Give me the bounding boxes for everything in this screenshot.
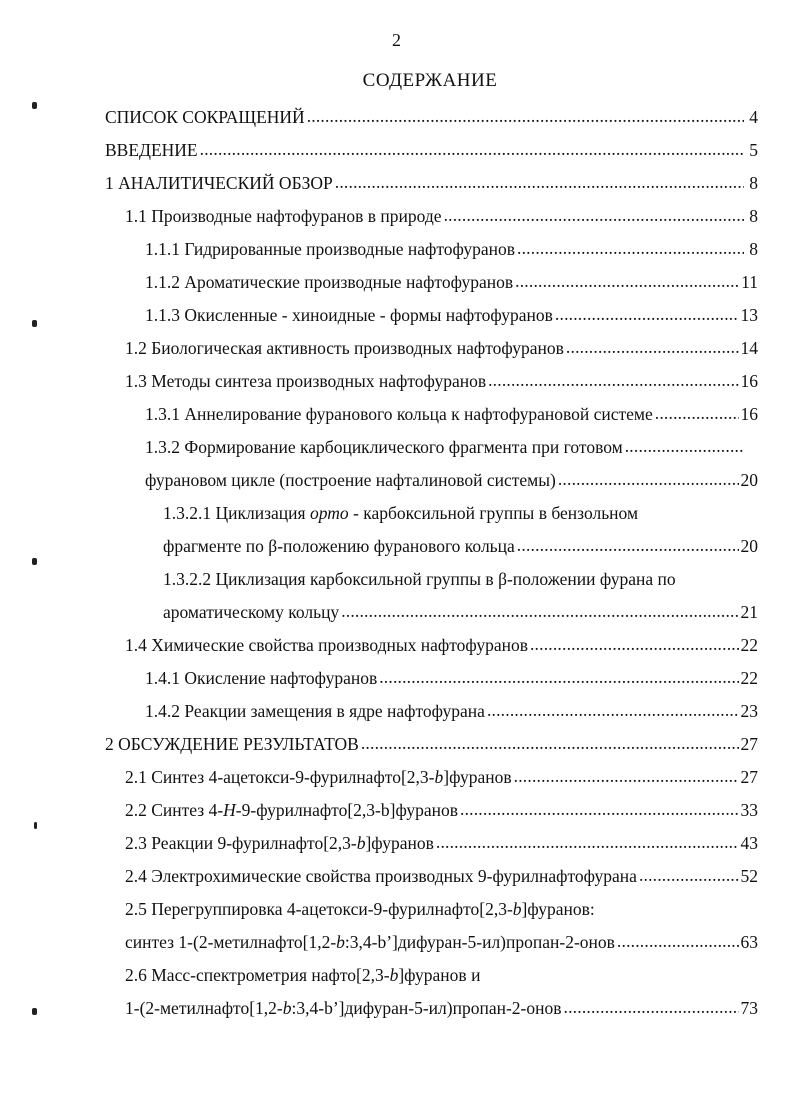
margin-mark: [32, 320, 37, 327]
toc-entry[interactable]: [105, 732, 758, 756]
toc-entry-text: 1.4 Химические свойства производных нафтофуранов: [125, 635, 528, 655]
toc-entry-text: 1.3.1 Аннелирование фуранового кольца к нафтофурановой системе: [145, 404, 653, 424]
toc-entry[interactable]: [125, 798, 758, 822]
toc-entry-text: 1.3.2 Формирование карбоциклического фрагмента при готовом: [145, 437, 623, 457]
toc-leader: [488, 368, 738, 392]
toc-entry[interactable]: [105, 138, 758, 162]
toc-entry-text: 1 АНАЛИТИЧЕСКИЙ ОБЗОР: [105, 173, 333, 193]
toc-entry-text: 1.1.2 Ароматические производные нафтофуранов: [145, 272, 514, 292]
toc-entry-text: 2.3 Реакции 9-фурилнафто[2,3-b]фуранов: [125, 833, 434, 853]
toc-entry-page: 63: [740, 932, 758, 952]
toc-entry-page: 14: [740, 338, 758, 358]
toc-entry[interactable]: [105, 105, 758, 129]
toc-entry-text: 2.1 Синтез 4-ацетокси-9-фурилнафто[2,3-b]фуранов: [125, 767, 512, 787]
toc-entry-text: ароматическому кольцу: [163, 602, 340, 622]
toc-entry-text: 2.5 Перегруппировка 4-ацетокси-9-фурилнафто[2,3-b]фуранов:: [125, 899, 595, 919]
toc-entry[interactable]: [125, 963, 758, 987]
toc-entry-text: СПИСОК СОКРАЩЕНИЙ: [105, 107, 305, 127]
toc-entry[interactable]: [125, 765, 758, 789]
toc-entry-text: 1.1 Производные нафтофуранов в природе: [125, 206, 442, 226]
toc-entry[interactable]: [125, 336, 758, 360]
toc-leader: [307, 104, 744, 128]
toc-entry[interactable]: [163, 567, 758, 591]
toc-entry[interactable]: [125, 864, 758, 888]
toc-entry-page: 43: [740, 833, 758, 853]
toc-entry-page: 33: [740, 800, 758, 820]
toc-entry-page: 27: [740, 767, 758, 787]
toc-entry-page: 16: [740, 404, 758, 424]
toc-entry-text: 2.4 Электрохимические свойства производных 9-фурилнафтофурана: [125, 866, 637, 886]
toc-leader: [530, 632, 739, 656]
toc-leader: [655, 401, 739, 425]
page-number: 2: [392, 30, 401, 50]
toc-entry[interactable]: [145, 435, 758, 459]
toc-entry[interactable]: [145, 468, 758, 492]
toc-entry-page: 21: [740, 602, 758, 622]
toc-entry-page: 11: [741, 272, 758, 292]
toc-entry-text: 1.3.2.1 Циклизация орто - карбоксильной группы в бензольном: [163, 503, 639, 523]
margin-mark: [34, 822, 37, 829]
toc-leader: [341, 599, 738, 623]
toc-leader: [487, 698, 739, 722]
toc-entry-page: 5: [749, 140, 758, 160]
toc-entry-text: 1.1.1 Гидрированные производные нафтофуранов: [145, 239, 516, 259]
toc-entry-page: 8: [749, 206, 758, 226]
toc-entry-text: 1.3 Методы синтеза производных нафтофуранов: [125, 371, 487, 391]
toc-entry-text: синтез 1-(2-метилнафто[1,2-b:3,4-b’]дифуран-5-ил)пропан-2-онов: [125, 932, 615, 952]
toc-entry-text: фрагменте по β-положению фуранового кольца: [163, 536, 515, 556]
toc-leader: [514, 764, 739, 788]
toc-entry[interactable]: [163, 534, 758, 558]
toc-entry[interactable]: [125, 831, 758, 855]
toc-entry-page: 20: [740, 470, 758, 490]
toc-entry[interactable]: [145, 402, 758, 426]
toc-leader: [200, 137, 744, 161]
toc-entry[interactable]: [105, 171, 758, 195]
margin-mark: [32, 1008, 37, 1015]
toc-entry-page: 8: [749, 173, 758, 193]
toc-entry-page: 20: [740, 536, 758, 556]
toc-leader: [639, 863, 739, 887]
toc-entry-text: 2.2 Синтез 4-H-9-фурилнафто[2,3-b]фуранов: [125, 800, 458, 820]
margin-mark: [32, 102, 37, 109]
toc-entry[interactable]: [145, 666, 758, 690]
toc-entry-page: 22: [740, 668, 758, 688]
toc-entry-text: 2 ОБСУЖДЕНИЕ РЕЗУЛЬТАТОВ: [105, 734, 359, 754]
toc-entry[interactable]: [125, 633, 758, 657]
toc-leader: [517, 533, 739, 557]
toc-leader: [436, 830, 739, 854]
toc-entry-page: 22: [740, 635, 758, 655]
toc-entry[interactable]: [125, 996, 758, 1020]
toc-leader: [517, 236, 744, 260]
toc-leader: [361, 731, 739, 755]
toc-leader: [625, 434, 744, 458]
toc-entry-page: 8: [749, 239, 758, 259]
toc-title: СОДЕРЖАНИЕ: [362, 70, 498, 91]
toc-leader: [566, 335, 739, 359]
toc-entry-page: 52: [740, 866, 758, 886]
toc-entry[interactable]: [145, 303, 758, 327]
margin-mark: [32, 558, 37, 565]
toc-entry-text: 1-(2-метилнафто[1,2-b:3,4-b’]дифуран-5-ил)пропан-2-онов: [125, 998, 562, 1018]
toc-entry-text: 1.4.2 Реакции замещения в ядре нафтофурана: [145, 701, 485, 721]
toc-leader: [564, 995, 739, 1019]
toc-leader: [444, 203, 744, 227]
toc-entry[interactable]: [125, 369, 758, 393]
toc-entry[interactable]: [163, 600, 758, 624]
toc-leader: [558, 467, 739, 491]
toc-entry-text: 1.2 Биологическая активность производных нафтофуранов: [125, 338, 564, 358]
toc-entry-text: 1.3.2.2 Циклизация карбоксильной группы в β-положении фурана по: [163, 569, 676, 589]
toc-leader: [515, 269, 739, 293]
toc-leader: [617, 929, 739, 953]
toc-entry-text: ВВЕДЕНИЕ: [105, 140, 198, 160]
toc-entry-page: 73: [740, 998, 758, 1018]
toc-entry-page: 27: [740, 734, 758, 754]
toc-entry-page: 23: [740, 701, 758, 721]
toc-leader: [460, 797, 739, 821]
toc-entry[interactable]: [145, 699, 758, 723]
toc-entry-text: 1.1.3 Окисленные - хиноидные - формы нафтофуранов: [145, 305, 553, 325]
toc-leader: [379, 665, 738, 689]
toc-entry-page: 4: [749, 107, 758, 127]
toc-entry[interactable]: [125, 930, 758, 954]
toc-leader: [335, 170, 744, 194]
toc-entry[interactable]: [145, 270, 758, 294]
toc-entry[interactable]: [125, 204, 758, 228]
toc-entry[interactable]: [125, 897, 758, 921]
toc-entry-text: фурановом цикле (построение нафталиновой системы): [145, 470, 556, 490]
toc-leader: [555, 302, 739, 326]
toc-entry-page: 16: [740, 371, 758, 391]
toc-entry-text: 1.4.1 Окисление нафтофуранов: [145, 668, 378, 688]
toc-entry-text: 2.6 Масс-спектрометрия нафто[2,3-b]фуранов и: [125, 965, 481, 985]
toc-entry-page: 13: [740, 305, 758, 325]
toc-entry[interactable]: [145, 237, 758, 261]
toc-entry[interactable]: [163, 501, 758, 525]
